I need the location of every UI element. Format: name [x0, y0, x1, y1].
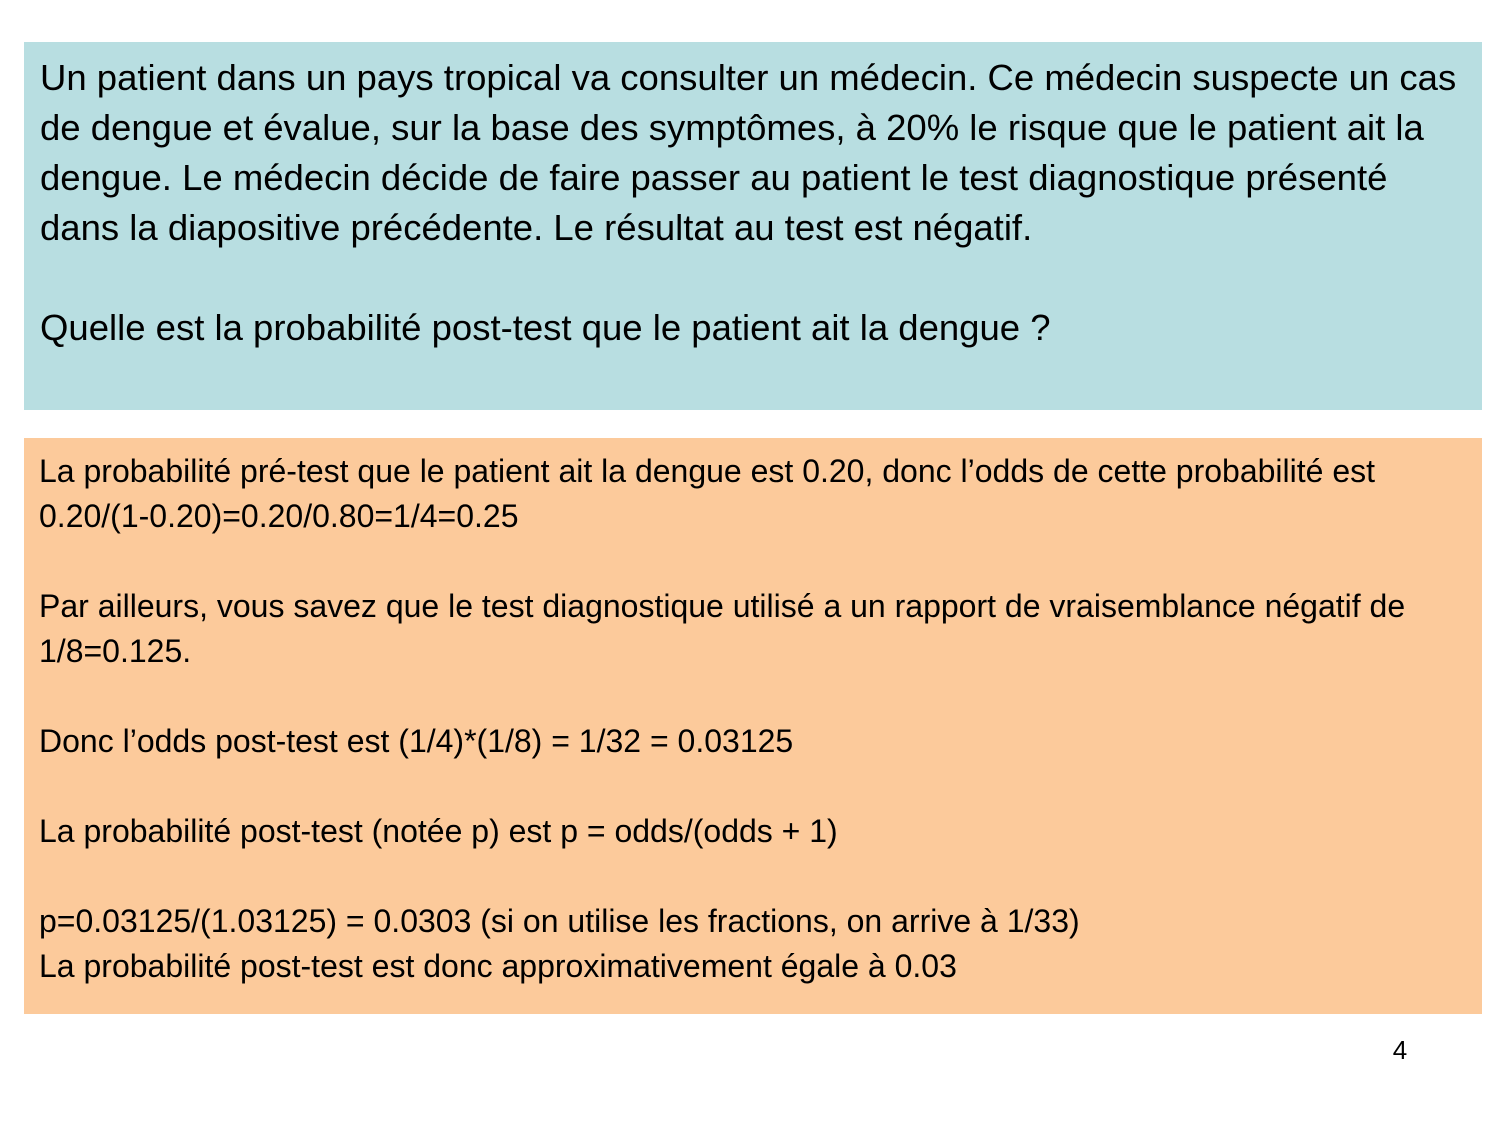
question-paragraph: Un patient dans un pays tropical va consulter un médecin. Ce médecin suspecte un cas de dengue et évalue, sur la base des symptômes, à 20% le risque que le patient ait la dengue. Le médecin décide de faire passer au patient le test diagnostique présenté dans la diapositive précédente. Le résultat au test est négatif.: [40, 57, 1457, 248]
spacer: [39, 854, 1467, 899]
slide-number: 4: [1392, 1035, 1408, 1065]
answer-box: [24, 438, 1482, 1014]
spacer: [40, 253, 1466, 303]
answer-calculation: p=0.03125/(1.03125) = 0.0303 (si on utilise les fractions, on arrive à 1/33): [39, 903, 1080, 939]
answer-conclusion: La probabilité post-test est donc approximativement égale à 0.03: [39, 948, 957, 984]
question-box: [24, 42, 1482, 410]
answer-pretest: La probabilité pré-test que le patient ait la dengue est 0.20, donc l’odds de cette probabilité est 0.20/(1-0.20)=0.20/0.80=1/4=0.25: [39, 453, 1376, 534]
spacer: [39, 674, 1467, 719]
question-prompt: Quelle est la probabilité post-test que le patient ait la dengue ?: [40, 307, 1051, 348]
spacer: [39, 539, 1467, 584]
answer-formula: La probabilité post-test (notée p) est p = odds/(odds + 1): [39, 813, 838, 849]
answer-likelihood-ratio: Par ailleurs, vous savez que le test diagnostique utilisé a un rapport de vraisemblance négatif de 1/8=0.125.: [39, 588, 1406, 669]
answer-posttest-odds: Donc l’odds post-test est (1/4)*(1/8) = 1/32 = 0.03125: [39, 723, 794, 759]
spacer: [39, 764, 1467, 809]
